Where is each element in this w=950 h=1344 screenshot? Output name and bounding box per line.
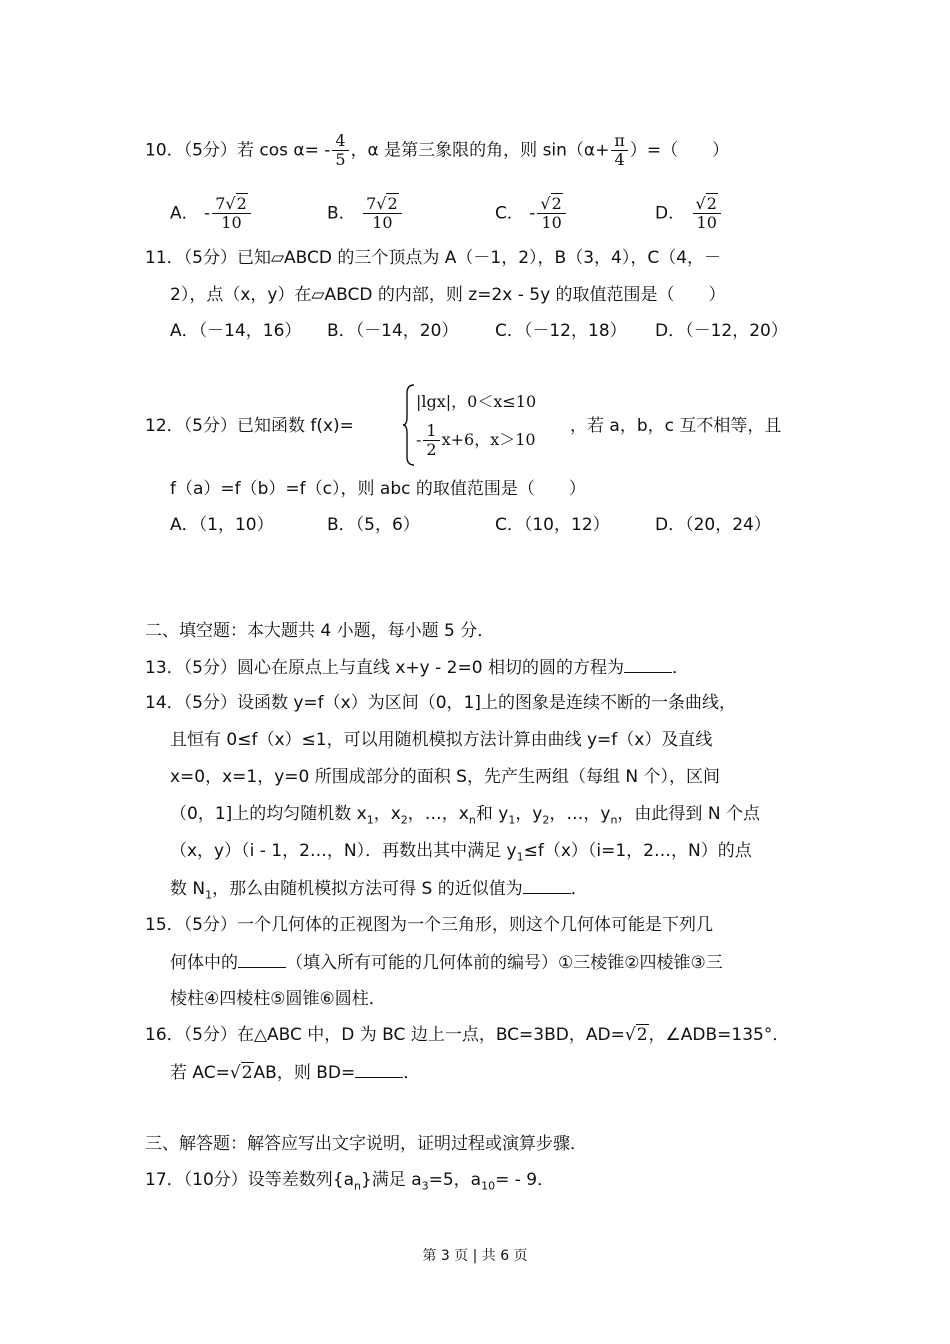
q17-sub-3: 3 — [421, 1179, 429, 1193]
q10-option-a-label: A． — [170, 203, 199, 224]
q12-piece-2-rest: x+6，x＞10 — [441, 430, 536, 449]
q10-option-a-den: 10 — [221, 213, 242, 232]
q15-l2b: （填入所有可能的几何体前的编号）①三棱锥②四棱锥③三 — [286, 953, 723, 973]
q16-answer-blank[interactable] — [355, 1061, 403, 1078]
q14-l4g: ，由此得到 N 个点 — [617, 804, 760, 824]
q14-l6a: 数 N — [170, 879, 206, 899]
q14-l5b: ≤f（x）（i=1，2…，N）的点 — [523, 841, 752, 861]
q15-line-3: 棱柱④四棱柱⑤圆锥⑥圆柱． — [170, 989, 386, 1009]
q14-l6c: ． — [570, 879, 588, 899]
q12-option-a[interactable]: A．（1，10） — [170, 515, 274, 535]
q12-piece-2 — [416, 423, 536, 458]
q14-line-2: 且恒有 0≤f（x）≤1，可以用随机模拟方法计算由曲线 y=f（x）及直线 — [170, 730, 713, 750]
q16-line-2 — [170, 1061, 420, 1084]
q17-d: = - 9． — [495, 1170, 555, 1190]
q12-lead: 12．（5分）已知函数 f(x)= — [145, 416, 354, 436]
q10-option-c[interactable] — [495, 196, 568, 231]
q16-rad-1: 2 — [636, 1025, 648, 1045]
q16-l1b: ，∠ADB=135°． — [648, 1025, 790, 1045]
section-2-heading: 二、填空题：本大题共 4 小题，每小题 5 分． — [145, 621, 495, 641]
q10-option-a[interactable] — [170, 196, 253, 231]
q14-l5a: （x，y）（i - 1，2…，N）．再数出其中满足 y — [170, 841, 517, 861]
q17-c: =5，a — [428, 1170, 482, 1190]
q14-sub-1b: 1 — [508, 813, 516, 827]
q10-option-b[interactable] — [327, 196, 404, 231]
q10-option-a-sign: - — [204, 203, 211, 224]
q10-option-b-den: 10 — [372, 213, 393, 232]
q10-option-c-sign: - — [529, 203, 536, 224]
q10-fraction — [332, 133, 348, 168]
q12-option-c[interactable]: C．（10，12） — [495, 515, 610, 535]
q10-pi-num: π — [611, 133, 628, 151]
q10-option-c-label: C． — [495, 203, 524, 224]
q14-sub-1: 1 — [366, 813, 374, 827]
q12-piece-1: |lgx|，0＜x≤10 — [416, 392, 537, 411]
q11-option-b[interactable]: B．（－14，20） — [327, 321, 459, 341]
q14-l4a: （0，1]上的均匀随机数 x — [170, 804, 367, 824]
q16-rad-2: 2 — [241, 1063, 253, 1083]
q13-stem — [145, 656, 689, 679]
q14-l4d: 和 y — [475, 804, 509, 824]
q12-option-d[interactable]: D．（20，24） — [655, 515, 771, 535]
q10-option-d[interactable] — [655, 196, 723, 231]
q14-line-3: x=0，x=1，y=0 所围成部分的面积 S，先产生两组（每组 N 个），区间 — [170, 767, 720, 787]
q16-sqrt-ac: √2 — [229, 1063, 253, 1083]
q10-pi-den: 4 — [614, 150, 625, 169]
q14-l6b: ，那么由随机模拟方法可得 S 的近似值为 — [212, 879, 523, 899]
q10-pi-fraction — [611, 133, 628, 168]
q10-score: （5分） — [183, 140, 237, 161]
q11-option-a[interactable]: A．（－14，16） — [170, 321, 302, 341]
q10-frac-den: 5 — [335, 150, 346, 169]
q14-sub-2: 2 — [400, 813, 408, 827]
q15-l2a: 何体中的 — [170, 953, 238, 973]
q10-option-a-coef: 7 — [215, 194, 226, 213]
q10-option-b-label: B． — [327, 203, 356, 224]
q10-frac-num: 4 — [332, 133, 348, 151]
q14-l4e: ，y — [515, 804, 543, 824]
section-3-heading: 三、解答题：解答应写出文字说明，证明过程或演算步骤． — [145, 1134, 587, 1154]
q13-end: ． — [671, 658, 689, 678]
q14-l4b: ，x — [373, 804, 401, 824]
q12-tail: ，若 a，b，c 互不相等，且 — [570, 416, 782, 436]
page-footer: 第 3 页 | 共 6 页 — [422, 1248, 528, 1264]
q13-text: 13．（5分）圆心在原点上与直线 x+y - 2=0 相切的圆的方程为 — [145, 658, 624, 678]
q16-line-1 — [145, 1024, 789, 1046]
q10-option-c-den: 10 — [541, 213, 562, 232]
q14-answer-blank[interactable] — [523, 877, 571, 894]
q16-l2a: 若 AC= — [170, 1063, 230, 1083]
q10-option-d-rad: 2 — [706, 194, 717, 213]
q10-option-c-fraction: $\frac{√2}{10}$ — [537, 196, 565, 231]
q10-number: 10． — [145, 140, 184, 161]
q16-l2b: AB，则 BD= — [253, 1063, 356, 1083]
q17-sub-n: n — [354, 1179, 361, 1193]
q11-option-d[interactable]: D．（－12，20） — [655, 321, 788, 341]
q10-option-a-fraction: $\frac{7√2}{10}$ — [212, 196, 251, 231]
q17-sub-10: 10 — [481, 1179, 496, 1193]
q14-l4c: ，…，x — [407, 804, 469, 824]
q14-line-4 — [170, 803, 760, 831]
q14-sub-2b: 2 — [542, 813, 550, 827]
q16-l2c: ． — [403, 1063, 421, 1083]
q14-line-5 — [170, 840, 752, 868]
q10-option-d-den: 10 — [696, 213, 717, 232]
q10-option-a-rad: 2 — [236, 194, 247, 213]
brace-icon — [402, 383, 416, 467]
q15-line-1: 15．（5分）一个几何体的正视图为一个三角形，则这个几何体可能是下列几 — [145, 915, 713, 935]
q15-line-2 — [170, 951, 723, 974]
q13-answer-blank[interactable] — [624, 656, 672, 673]
q11-option-c[interactable]: C．（－12，18） — [495, 321, 627, 341]
q12-piece-2-num: 1 — [423, 423, 439, 441]
q10-text-1: 若 cos α= - — [236, 140, 331, 161]
q16-sqrt-ad: √2 — [624, 1025, 648, 1045]
q17-b: }满足 a — [360, 1170, 422, 1190]
q17-stem — [145, 1169, 554, 1197]
q17-a: 17．（10分）设等差数列{a — [145, 1170, 354, 1190]
q12-piecewise-function — [402, 383, 562, 467]
q12-option-b[interactable]: B．（5，6） — [327, 515, 420, 535]
q14-sub-1c: 1 — [516, 850, 524, 864]
q12-stem-line-2: f（a）=f（b）=f（c），则 abc 的取值范围是（ ） — [170, 479, 586, 499]
q10-text-2: ，α 是第三象限的角，则 sin（α+ — [350, 140, 610, 161]
q14-sub-nb: n — [610, 813, 618, 827]
q12-piece-2-sign: - — [416, 430, 422, 449]
q14-sub-n: n — [468, 813, 476, 827]
q10-option-b-fraction: $\frac{7√2}{10}$ — [363, 196, 402, 231]
q10-text-3: ）=（ ） — [629, 140, 730, 161]
q14-sub-1d: 1 — [205, 888, 213, 902]
q16-l1a: 16．（5分）在△ABC 中，D 为 BC 边上一点，BC=3BD，AD= — [145, 1025, 625, 1045]
q12-piece-2-fraction — [423, 423, 439, 458]
q10-option-d-label: D． — [655, 203, 686, 224]
q10-option-b-rad: 2 — [387, 194, 398, 213]
q14-line-1: 14．（5分）设函数 y=f（x）为区间（0，1]上的图象是连续不断的一条曲线， — [145, 693, 736, 713]
q11-stem-line-2: 2），点（x，y）在▱ABCD 的内部，则 z=2x - 5y 的取值范围是（ ） — [170, 285, 726, 305]
q12-piece-2-den: 2 — [426, 440, 437, 459]
q11-stem-line-1: 11．（5分）已知▱ABCD 的三个顶点为 A（－1，2），B（3，4），C（4，－ — [145, 248, 722, 268]
q15-answer-blank[interactable] — [238, 951, 286, 968]
q14-line-6 — [170, 877, 588, 906]
q10-option-c-rad: 2 — [551, 194, 562, 213]
q14-l4f: ，…，y — [549, 804, 611, 824]
q10-option-d-fraction: $\frac{√2}{10}$ — [693, 196, 721, 231]
q10-option-b-coef: 7 — [366, 194, 377, 213]
q10-stem — [145, 133, 729, 168]
